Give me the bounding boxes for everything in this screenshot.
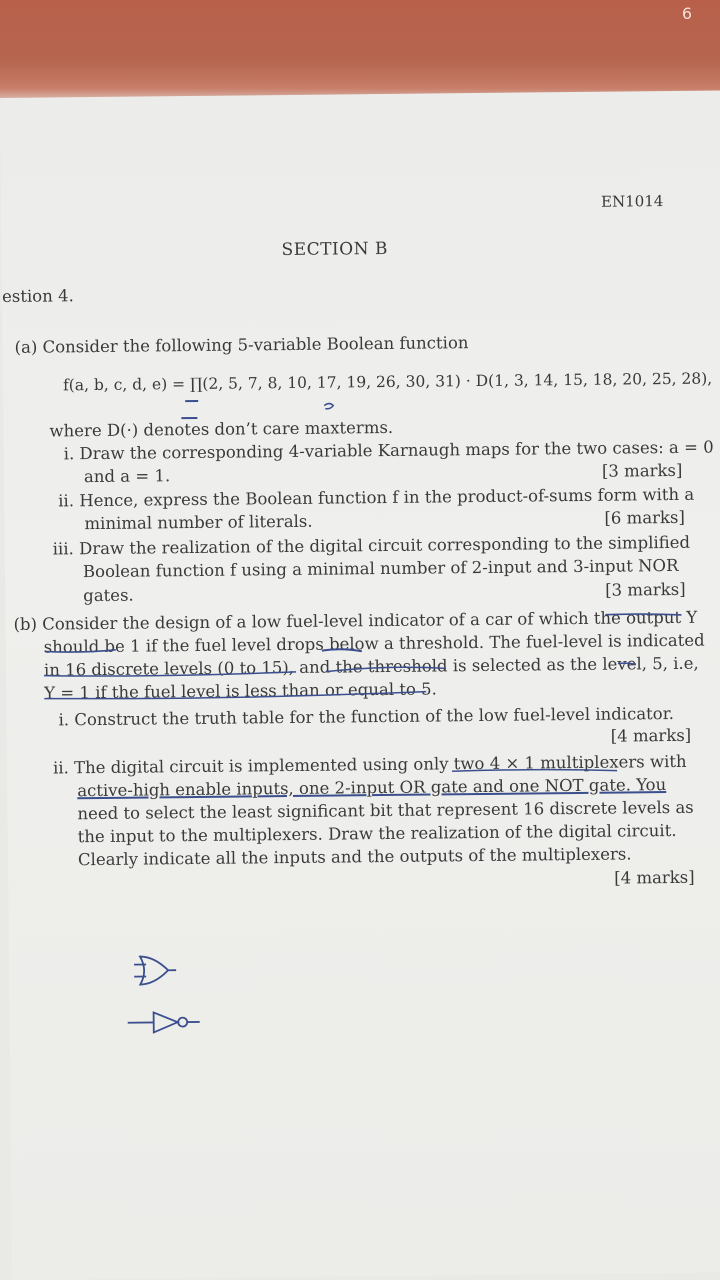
part-a-i-line1: i. Draw the corresponding 4-variable Karnaugh maps for the two cases: a = 0 [63, 437, 714, 464]
underline-output-y [605, 614, 681, 616]
underline-should [46, 650, 116, 653]
part-a-i-line2: and a = 1. [83, 466, 171, 487]
pen-marks-formula [3, 390, 720, 438]
part-b-ii-line1: ii. The digital circuit is implemented using only two 4 × 1 multiplexers with [52, 751, 687, 778]
part-b-line1: (b) Consider the design of a low fuel-level indicator of a car of which the output Y [13, 607, 698, 634]
part-b-ii-marks: [4 marks] [614, 867, 695, 888]
part-a-iii-line1: iii. Draw the realization of the digital circuit corresponding to the simplified [52, 532, 691, 559]
part-b-i-marks: [4 marks] [610, 725, 692, 746]
underline-y-condition [44, 692, 426, 700]
page-number: 6 [681, 4, 692, 23]
part-b-ii-line3: need to select the least significant bit that represent 16 discrete levels as [77, 797, 694, 824]
part-a-ii-line1: ii. Hence, express the Boolean function f in the product-of-sums form with a [58, 484, 695, 511]
course-code: EN1014 [601, 192, 664, 211]
question-label: estion 4. [1, 286, 74, 306]
part-a-iii-line3: gates. [83, 585, 134, 606]
section-title: SECTION B [281, 238, 389, 261]
underline-discrete-levels [44, 672, 296, 677]
part-a-ii-line2: minimal number of literals. [84, 511, 313, 534]
underline-threshold [326, 667, 446, 672]
part-a-intro: (a) Consider the following 5-variable Boolean function [14, 333, 469, 357]
underline-multiplexers [452, 769, 617, 773]
exam-page [0, 90, 720, 1279]
or-gate-sketch [134, 956, 176, 984]
part-b-line2: should be 1 if the fuel level drops below a threshold. The fuel-level is indicated [43, 630, 705, 657]
part-a-iii-marks: [3 marks] [605, 579, 686, 600]
part-b-ii-line5: Clearly indicate all the inputs and the outputs of the multiplexers. [77, 844, 632, 870]
part-b-line4: Y = 1 if the fuel level is less than or equal to 5. [44, 679, 437, 703]
pen-underlines [5, 590, 720, 1218]
not-gate-sketch [128, 1012, 200, 1033]
part-b-ii-line4: the input to the multiplexers. Draw the realization of the digital circuit. [77, 820, 677, 847]
boolean-formula: f(a, b, c, d, e) = ∏(2, 5, 7, 8, 10, 17, 19, 26, 30, 31) · D(1, 3, 14, 15, 18, 20, 25, 28), [62, 369, 713, 395]
part-b-i-line1: i. Construct the truth table for the function of the low fuel-level indicator. [58, 703, 675, 730]
underline-below [322, 649, 362, 652]
part-b-line3: in 16 discrete levels (0 to 15), and the threshold is selected as the level, 5, i.e, [43, 653, 699, 680]
part-a-iii-line2: Boolean function f using a minimal number of 2-input and 3-input NOR [82, 555, 679, 582]
part-a-ii-marks: [6 marks] [604, 507, 685, 528]
part-a-i-marks: [3 marks] [601, 460, 683, 481]
part-b-ii-line2: active-high enable inputs, one 2-input OR gate and one NOT gate. You [77, 775, 667, 801]
dont-care-note: where D(·) denotes don’t care maxterms. [49, 417, 394, 441]
tick-level [618, 663, 636, 665]
